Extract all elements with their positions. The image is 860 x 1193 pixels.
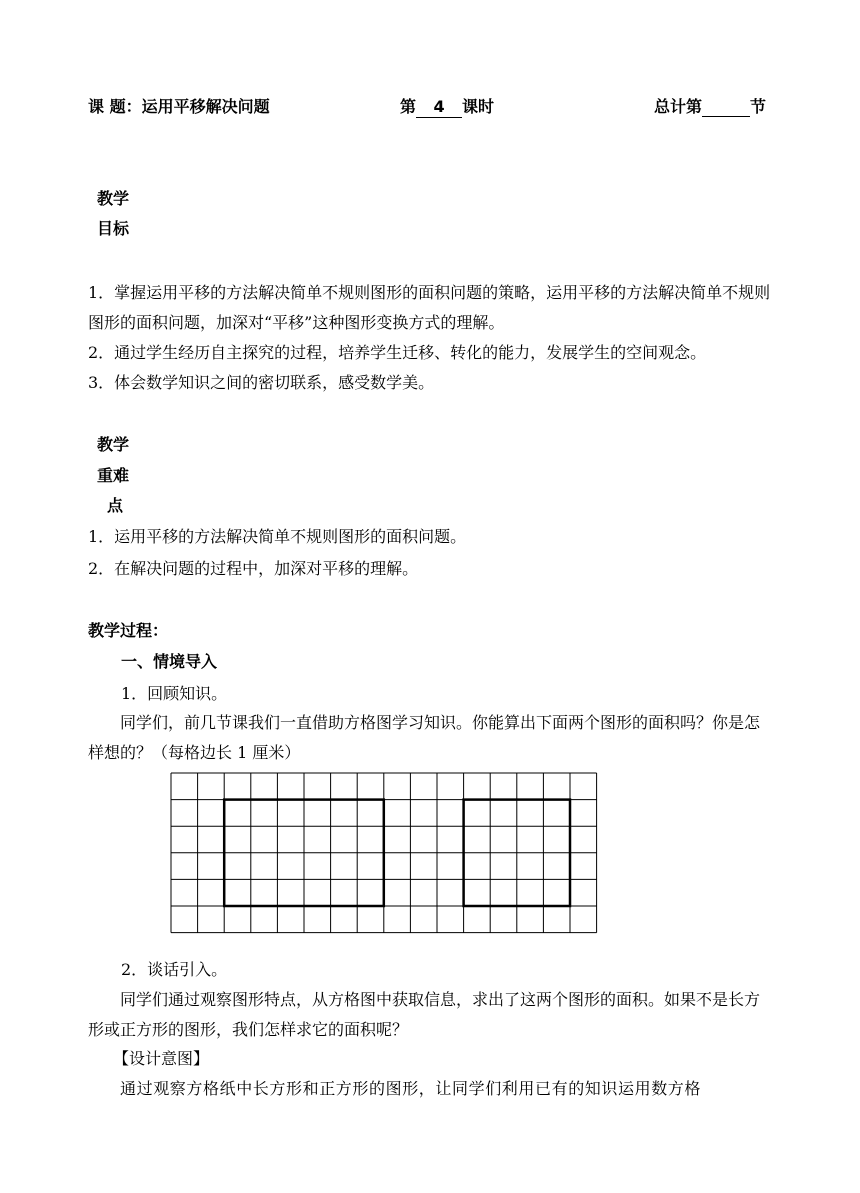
lesson-number-suffix: 课时 bbox=[462, 97, 495, 116]
objective-item-1: 1．掌握运用平移的方法解决简单不规则图形的面积问题的策略，运用平移的方法解决简单不规则图形的面积问题，加深对“平移”这种图形变换方式的理解。 bbox=[88, 283, 771, 332]
total-number-blank bbox=[702, 98, 750, 117]
objective-item-3: 3．体会数学知识之间的密切联系，感受数学美。 bbox=[88, 373, 435, 392]
keypoints-heading-line2: 重难 bbox=[97, 466, 130, 485]
keypoint-item-1: 1．运用平移的方法解决简单不规则图形的面积问题。 bbox=[88, 527, 467, 546]
process-heading: 教学过程： bbox=[88, 621, 169, 640]
lesson-number bbox=[400, 97, 494, 118]
total-suffix: 节 bbox=[750, 97, 767, 116]
keypoints-heading-line1: 教学 bbox=[97, 435, 130, 454]
total-prefix: 总计第 bbox=[654, 97, 703, 116]
keypoints-heading-line3: 点 bbox=[107, 496, 124, 515]
lesson-topic: 课 题：运用平移解决问题 bbox=[88, 97, 270, 116]
process-paragraph-2: 同学们通过观察图形特点，从方格图中获取信息，求出了这两个图形的面积。如果不是长方形或正方形的图形，我们怎样求它的面积呢？ bbox=[88, 990, 761, 1039]
step2-label: 2．谈话引入。 bbox=[121, 960, 228, 979]
grid-figure bbox=[0, 770, 860, 940]
design-intent-label: 【设计意图】 bbox=[113, 1049, 210, 1068]
total-lesson-count bbox=[654, 97, 766, 117]
step1-label: 1．回顾知识。 bbox=[121, 684, 228, 703]
objective-item-2: 2．通过学生经历自主探究的过程，培养学生迁移、转化的能力，发展学生的空间观念。 bbox=[88, 343, 707, 362]
lesson-number-value: 4 bbox=[416, 97, 462, 118]
lesson-number-prefix: 第 bbox=[400, 97, 417, 116]
process-paragraph-3: 通过观察方格纸中长方形和正方形的图形，让同学们利用已有的知识运用数方格 bbox=[120, 1079, 702, 1098]
process-paragraph-1: 同学们，前几节课我们一直借助方格图学习知识。你能算出下面两个图形的面积吗？你是怎样想的？（每格边长 1 厘米） bbox=[88, 713, 761, 762]
objectives-heading-line2: 目标 bbox=[97, 219, 130, 238]
section1-title: 一、情境导入 bbox=[121, 652, 218, 671]
objectives-heading-line1: 教学 bbox=[97, 189, 130, 208]
keypoint-item-2: 2．在解决问题的过程中，加深对平移的理解。 bbox=[88, 559, 419, 578]
